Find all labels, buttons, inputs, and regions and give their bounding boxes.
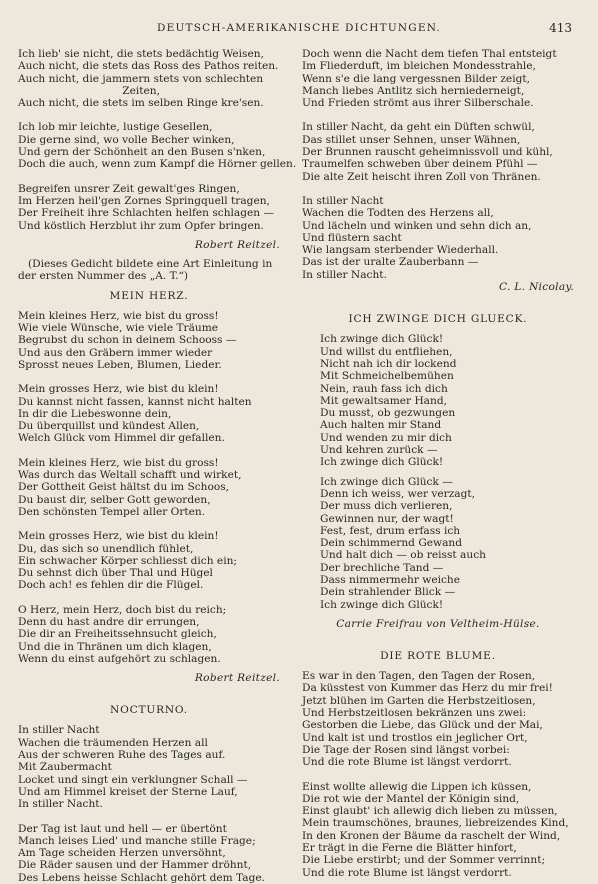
poem-line: Mein grosses Herz, wie bist du klein! bbox=[18, 383, 219, 396]
poem-line: Und kalt ist und trostlos ein jeglicher Ort, bbox=[302, 731, 528, 744]
poem-line: Ein schwacher Körper schliesst dich ein; bbox=[18, 554, 237, 567]
poem-line: Wenn du einst aufgehört zu schlagen. bbox=[18, 652, 221, 665]
poem-line: In stiller Nacht. bbox=[18, 798, 103, 811]
poem-line: Mein grosses Herz, wie bist du klein! bbox=[18, 530, 219, 543]
poem-line: Der Gottheit Geist hältst du im Schoos, bbox=[18, 481, 230, 494]
poem-line: Du, das sich so unendlich fühlet, bbox=[18, 542, 194, 555]
poem5-stanza1 bbox=[302, 670, 574, 768]
poem-line: Und wenden zu mir dich bbox=[320, 431, 452, 444]
note-line: (Dieses Gedicht bildete eine Art Einleitung in bbox=[28, 258, 273, 271]
poem-line: Aus der schweren Ruhe des Tages auf. bbox=[18, 749, 226, 762]
poem-line: O Herz, mein Herz, doch bist du reich; bbox=[18, 603, 227, 616]
poem-line: Du baust dir, selber Gott geworden, bbox=[18, 493, 211, 506]
poem-line: Ich zwinge dich Glück! bbox=[320, 456, 444, 469]
poem2-stanza bbox=[18, 383, 280, 444]
poem-line: Dass nimmermehr weiche bbox=[320, 573, 461, 586]
poem-line: Mein kleines Herz, wie bist du gross! bbox=[18, 456, 219, 469]
poem2-stanza bbox=[18, 310, 280, 371]
poem-line: Und köstlich Herzblut ihr zum Opfer bringen. bbox=[18, 219, 264, 232]
poem-line: Und flüstern sacht bbox=[302, 231, 402, 244]
poem3-stanza5 bbox=[302, 195, 574, 281]
poem-line: Du musst, ob gezwungen bbox=[320, 407, 456, 420]
poem-line: In stiller Nacht. bbox=[302, 268, 387, 281]
poem-line: Am Tage scheiden Herzen unversöhnt, bbox=[18, 847, 226, 860]
note-line: der ersten Nummer des „A. T.“) bbox=[18, 270, 189, 283]
poem-line: Gewinnen nur, der wagt! bbox=[320, 512, 454, 525]
poem-line: Du sehnst dich über Thal und Hügel bbox=[18, 567, 213, 580]
poem-line: Denn du hast andre dir errungen, bbox=[18, 615, 200, 628]
poem-line: Denn ich weiss, wer verzagt, bbox=[320, 487, 476, 500]
poem2-stanza bbox=[18, 457, 280, 518]
poem4-author: Carrie Freifrau von Veltheim-Hülse. bbox=[336, 617, 540, 630]
poem-line: Und aus den Gräbern immer wieder bbox=[18, 346, 213, 359]
poem-line: Die rot wie der Mantel der Königin sind, bbox=[302, 792, 520, 805]
poem3-stanza3 bbox=[302, 48, 574, 109]
poem-line: Du überquillst und kündest Allen, bbox=[18, 420, 200, 433]
poem-line: Und willst du entfliehen, bbox=[320, 345, 453, 358]
poem-line: Dein strahlender Blick — bbox=[320, 586, 456, 599]
poem-line: Es war in den Tagen, den Tagen der Rosen, bbox=[302, 670, 536, 683]
page-header bbox=[0, 22, 598, 38]
poem-line: Und Herbstzeitlosen bekränzen uns zwei: bbox=[302, 707, 527, 720]
right-column bbox=[302, 48, 574, 879]
poem-line: Den schönsten Tempel aller Orten. bbox=[18, 505, 206, 518]
left-column bbox=[18, 48, 297, 884]
poem-line: Was durch das Weltall schafft und wirket, bbox=[18, 469, 242, 482]
poem-line: Die Liebe erstirbt; und der Sommer verrinnt; bbox=[302, 854, 546, 867]
poem-line: Und lächeln und winken und sehn dich an, bbox=[302, 219, 532, 232]
poem3-title: NOCTURNO. bbox=[110, 704, 188, 717]
poem-line: In stiller Nacht, da geht ein Düften schwül, bbox=[302, 121, 535, 134]
poem-line: Wie langsam sterbender Wiederhall. bbox=[302, 244, 499, 257]
poem3-author: C. L. Nicolay. bbox=[498, 281, 574, 294]
poem-line: Welch Glück vom Himmel dir gefallen. bbox=[18, 432, 225, 445]
poem-line: Manch leises Lied' und manche stille Frage; bbox=[18, 834, 256, 847]
poem-line: Die dir an Freiheitssehnsucht gleich, bbox=[18, 628, 217, 641]
poem-line: Nicht nah ich dir lockend bbox=[320, 357, 457, 370]
poem1-stanza2 bbox=[18, 121, 297, 171]
poem-line: Ich lob mir leichte, lustige Gesellen, bbox=[18, 121, 213, 134]
poem-line: Das ist der uralte Zauberbann — bbox=[302, 256, 479, 269]
poem2-title: MEIN HERZ. bbox=[109, 289, 189, 302]
poem-line: Im Fliederduft, im bleichen Mondesstrahle, bbox=[302, 60, 536, 73]
poem-line: Des Lebens heisse Schlacht gehört dem Tage. bbox=[18, 871, 266, 884]
poem-line: Und die in Thränen um dich klagen, bbox=[18, 640, 212, 653]
poem-line: In dir die Liebeswonne dein, bbox=[18, 407, 172, 420]
poem-line: Er trägt in die Ferne die Blätter hinfort, bbox=[302, 842, 517, 855]
poem4-stanza1 bbox=[302, 333, 574, 468]
poem-line: Dein schimmernd Gewand bbox=[320, 537, 463, 550]
poem-line: In stiller Nacht bbox=[18, 724, 100, 737]
poem-line: Und die rote Blume ist längst verdorrt. bbox=[302, 756, 512, 769]
poem-line: Jetzt blühen im Garten die Herbstzeitlosen, bbox=[302, 694, 536, 707]
poem-line: Auch nicht, die jammern stets von schlechten bbox=[18, 72, 264, 85]
poem-line: Mit Schmeichelbemühen bbox=[320, 370, 454, 383]
poem-line: Doch wenn die Nacht dem tiefen Thal entsteigt bbox=[302, 48, 557, 60]
poem-line: Die Räder sausen und der Hammer dröhnt, bbox=[18, 859, 252, 872]
poem-line: Einst glaubt' ich allewig dich lieben zu müssen, bbox=[302, 805, 558, 818]
poem2-stanza bbox=[18, 604, 280, 665]
poem-line: Der muss dich verlieren, bbox=[320, 500, 453, 513]
poem-line: Ich zwinge dich Glück! bbox=[320, 598, 444, 611]
poem-line: Wachen die träumenden Herzen all bbox=[18, 736, 208, 749]
poem-line: Im Herzen heil'gen Zornes Springquell tragen, bbox=[18, 194, 270, 207]
poem-line: Und am Himmel kreiset der Sterne Lauf, bbox=[18, 785, 238, 798]
poem-line: Der Freiheit ihre Schlachten helfen schlagen — bbox=[18, 207, 275, 220]
poem-line: Die Tage der Rosen sind längst vorbei: bbox=[302, 743, 510, 756]
poem-line: Ich zwinge dich Glück — bbox=[320, 475, 453, 488]
poem4-stanza2 bbox=[302, 476, 574, 611]
poem1-author: Robert Reitzel. bbox=[194, 238, 280, 251]
poem-line: Mit Zaubermacht bbox=[18, 761, 112, 774]
poem-line: Begrubst du schon in deinem Schooss — bbox=[18, 334, 237, 347]
page-number: 413 bbox=[549, 21, 572, 35]
poem3-stanza2 bbox=[18, 823, 280, 884]
poem-line: Manch liebes Antlitz sich herniederneigt, bbox=[302, 84, 525, 97]
poem5-stanza2 bbox=[302, 781, 574, 879]
poem-line: Einst wollte allewig die Lippen ich küssen, bbox=[302, 780, 532, 793]
poem2-stanza bbox=[18, 530, 280, 591]
poem-line: Doch die auch, wenn zum Kampf die Hörner gellen. bbox=[18, 158, 297, 171]
poem1-stanza1 bbox=[18, 48, 280, 109]
poem-line: Ich lieb' sie nicht, die stets bedächtig Weisen, bbox=[18, 48, 264, 60]
poem3-stanza1 bbox=[18, 724, 280, 810]
poem-line: Begreifen unsrer Zeit gewalt'ges Ringen, bbox=[18, 182, 240, 195]
poem-line: Fest, fest, drum erfass ich bbox=[320, 524, 461, 537]
poem2-author: Robert Reitzel. bbox=[194, 672, 280, 685]
poem3-stanza4 bbox=[302, 121, 574, 182]
poem-line: Du kannst nicht fassen, kannst nicht halten bbox=[18, 395, 252, 408]
poem-line: Mein traumschönes, braunes, liebreizendes Kind, bbox=[302, 817, 569, 830]
poem-line: Der Tag ist laut und hell — er übertönt bbox=[18, 822, 227, 835]
poem-line: Wie viele Wünsche, wie viele Träume bbox=[18, 322, 219, 335]
poem-line: Und halt dich — ob reisst auch bbox=[320, 549, 486, 562]
poem-line: Der Brunnen rauscht geheimnissvoll und kühl, bbox=[302, 146, 553, 159]
poem-line: Mit gewaltsamer Hand, bbox=[320, 394, 447, 407]
poem-line: Und gern der Schönheit an den Busen s'nken, bbox=[18, 146, 266, 159]
poem-line: Wachen die Todten des Herzens all, bbox=[302, 207, 494, 220]
poem-line: Sprosst neues Leben, Blumen, Lieder. bbox=[18, 358, 222, 371]
poem-line: Ich zwinge dich Glück! bbox=[320, 333, 444, 346]
poem-line: Und die rote Blume ist längst verdorrt. bbox=[302, 866, 512, 879]
poem1-stanza3 bbox=[18, 183, 280, 232]
poem-line: In den Kronen der Bäume da raschelt der Wind, bbox=[302, 829, 561, 842]
poem-line: Zeiten, bbox=[122, 84, 160, 97]
poem-line: Der brechliche Tand — bbox=[320, 561, 444, 574]
running-title: DEUTSCH-AMERIKANISCHE DICHTUNGEN. bbox=[157, 22, 441, 34]
poem-line: Nein, rauh fass ich dich bbox=[320, 382, 448, 395]
poem4-title: ICH ZWINGE DICH GLUECK. bbox=[348, 313, 528, 326]
poem-line: Traumelfen schweben über deinem Pfühl — bbox=[302, 158, 538, 171]
poem-line: Locket und singt ein verklungner Schall — bbox=[18, 773, 248, 786]
poem-line: Da küsstest von Kummer das Herz du mir frei! bbox=[302, 682, 553, 695]
poem-line: Gestorben die Liebe, das Glück und der Mai, bbox=[302, 719, 543, 732]
poem-line: Auch halten mir Stand bbox=[320, 419, 442, 432]
poem-line: Das stillet unser Sehnen, unser Wähnen, bbox=[302, 133, 521, 146]
poem-line: Die gerne sind, wo volle Becher winken, bbox=[18, 133, 235, 146]
poem-line: In stiller Nacht bbox=[302, 194, 384, 207]
poem-line: Auch nicht, die stets im selben Ringe kre'sen. bbox=[18, 97, 264, 110]
poem-line: Und kehren zurück — bbox=[320, 444, 438, 457]
poem-line: Die alte Zeit heischt ihren Zoll von Thränen. bbox=[302, 170, 541, 183]
poem-line: Auch nicht, die stets das Ross des Pathos reiten. bbox=[18, 60, 279, 73]
editor-note bbox=[18, 258, 280, 283]
poem-line: Und Frieden strömt aus ihrer Silberschale. bbox=[302, 97, 534, 110]
poem-line: Mein kleines Herz, wie bist du gross! bbox=[18, 309, 219, 322]
poem-line: Doch ach! es fehlen dir die Flügel. bbox=[18, 579, 204, 592]
poem-line: Wenn s'e die lang vergessnen Bilder zeigt, bbox=[302, 72, 530, 85]
poem5-title: DIE ROTE BLUME. bbox=[380, 650, 496, 663]
